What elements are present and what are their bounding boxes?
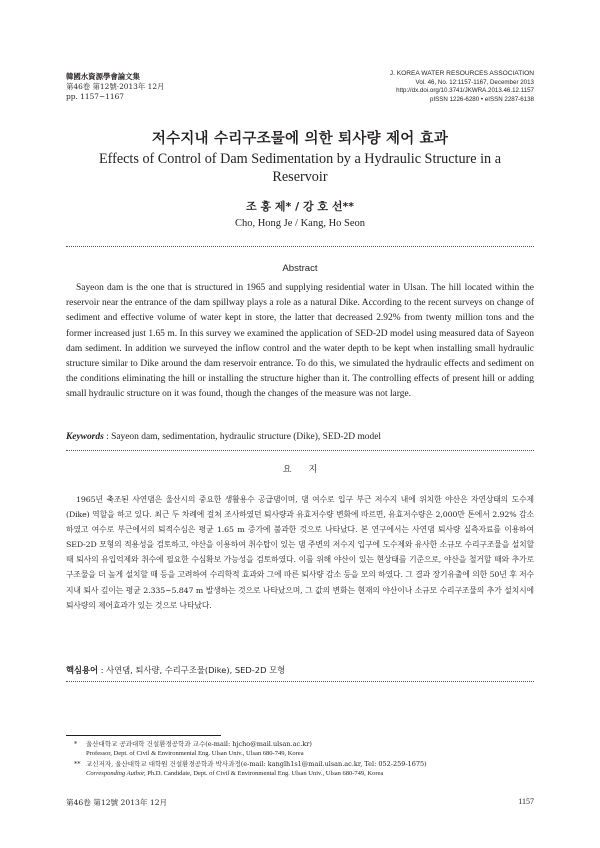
- authors-english: Cho, Hong Je / Kang, Ho Seon: [234, 218, 366, 229]
- volume-issue-english: Vol. 46, No. 12:1157-1167, December 2013: [415, 78, 534, 86]
- authors-korean: 조 홍 제* / 강 호 선**: [245, 200, 354, 213]
- korean-abstract-heading: 요 지: [282, 464, 318, 475]
- keywords-text: : Sayeon dam, sedimentation, hydraulic structure (Dike), SED-2D model: [106, 432, 382, 442]
- volume-issue-korean: 第46卷 第12號·2013年 12月: [66, 82, 165, 91]
- footnote-corresponding-author: [74, 760, 534, 778]
- title-english: Effects of Control of Dam Sedimentation by a Hydraulic Structure in a Reservoir: [98, 151, 501, 185]
- title-korean: 저수지내 수리구조물에 의한 퇴사량 제어 효과: [151, 131, 449, 147]
- divider: [66, 246, 534, 247]
- keywords-korean-label: 핵심용어: [66, 665, 99, 675]
- footnote-affiliation-korean: 울산대학교 공과대학 건설환경공학과 교수(e-mail: hjcho@mail.ulsan.ac.kr): [86, 740, 312, 748]
- footnote-affiliation-korean: 교신저자, 울산대학교 대학원 건설환경공학과 박사과정(e-mail: kanglh1s1@mail.ulsan.ac.kr, Tel: 052-259-1675): [86, 760, 427, 768]
- journal-name-english: J. KOREA WATER RESOURCES ASSOCIATION: [389, 70, 534, 77]
- footnote-mark: **: [74, 760, 81, 768]
- doi-link[interactable]: http://dx.doi.org/10.3741/JKWRA.2013.46.12.1157: [396, 87, 534, 95]
- journal-header-korean: [66, 72, 164, 102]
- footnote-rule: [66, 735, 221, 736]
- journal-name-korean: 韓國水資源學會論文集: [66, 72, 140, 81]
- page-range: pp. 1157~1167: [66, 92, 124, 101]
- abstract-heading: Abstract: [282, 263, 318, 274]
- keywords-label: Keywords: [66, 432, 104, 442]
- divider: [66, 681, 534, 682]
- footnote-mark: *: [74, 740, 78, 748]
- issn: pISSN 1226-6280 • eISSN 2287-6138: [430, 95, 534, 103]
- footnote-affiliation-english: Ph.D. Candidate, Dept. of Civil & Environmental Eng. Ulsan Univ., Ulsan 680-749, Korea: [145, 770, 384, 777]
- keywords-korean: [66, 664, 534, 676]
- corresponding-author-label: Corresponding Author,: [86, 770, 146, 777]
- keywords-korean-text: : 사연댐, 퇴사량, 수리구조물(Dike), SED-2D 모형: [100, 665, 286, 675]
- divider: [66, 450, 534, 451]
- korean-abstract-body: 1965년 축조된 사연댐은 울산시의 중요한 생활용수 공급댐이며, 댐 여수로 입구 부근 저수지 내에 위치한 야산은 자연상태의 도수제(Dike) 역할을 하고 있다. 최근 두 차례에 걸쳐 조사하였던 퇴사량과 유효저수량 변화에 따르면, 유효저수량은 2,000만 톤에서 2.92% 감소하였고 여수로 부근에서의 퇴적수심은 평균 1.65 m 증가에 불과한 것으로 나타났다. 본 연구에서는 사연댐 퇴사량 실측자료를 이용하여 SED-2D 모형의 적용성을 검토하고, 야산을 이용하여 취수탑이 있는 댐 주변의 저수지 입구에 도수제와 유사한 소규모 수리구조물을 설치할 때 퇴사의 유입억제와 취수에 필요한 수심확보 가능성을 검토하였다. 이를 위해 야산이 있는 현상태를 기준으로, 야산을 철거할 때와 추가로 구조물을 더 높게 설치할 때 등을 고려하여 수리학적 효과와 그에 따른 퇴사량 감소 등을 모의 하였다. 그 결과 장기유출에 의한 50년 후 저수지내 퇴사 깊이는 평균 2.335~5.847 m 발생하는 것으로 나타났으며, 그 값의 변화는 현재의 야산이나 소규모 수리구조물의 추가 설치시에 퇴사량의 제어효과가 있는 것으로 나타났다.: [66, 495, 534, 610]
- keywords-english: [66, 432, 534, 442]
- footnote-affiliation-english: Professor, Dept. of Civil & Environmental Eng. Ulsan Univ., Ulsan 680-749, Korea: [86, 750, 304, 757]
- footer-volume: 第46卷 第12號 2013年 12月: [66, 798, 168, 807]
- footnote-first-author: [74, 740, 534, 758]
- abstract-body: Sayeon dam is the one that is structured in 1965 and supplying residential water in Ulsan. The hill located within the reservoir near the entrance of the dam spillway plays a role as a natural Dike. According to the recent surveys on change of sediment and effective volume of water kept in store, the latter that decreased 2.92% from twenty million tons and the former increased just 1.65 m. In this survey we examined the application of SED-2D model using measured data of Sayeon dam sediment. In addition we surveyed the inflow control and the water depth to be kept when installing small hydraulic structure similar to Dike around the dam reservoir entrance. To do this, we simulated the hydraulic effects and sediment on the conditions eliminating the hill or installing the structure higher than it. The controlling effects of present hill or adding small hydraulic structure on it was found, though the changes of the measure was not large.: [66, 283, 534, 400]
- journal-header-english: [390, 70, 534, 104]
- page-number: 1157: [518, 797, 534, 806]
